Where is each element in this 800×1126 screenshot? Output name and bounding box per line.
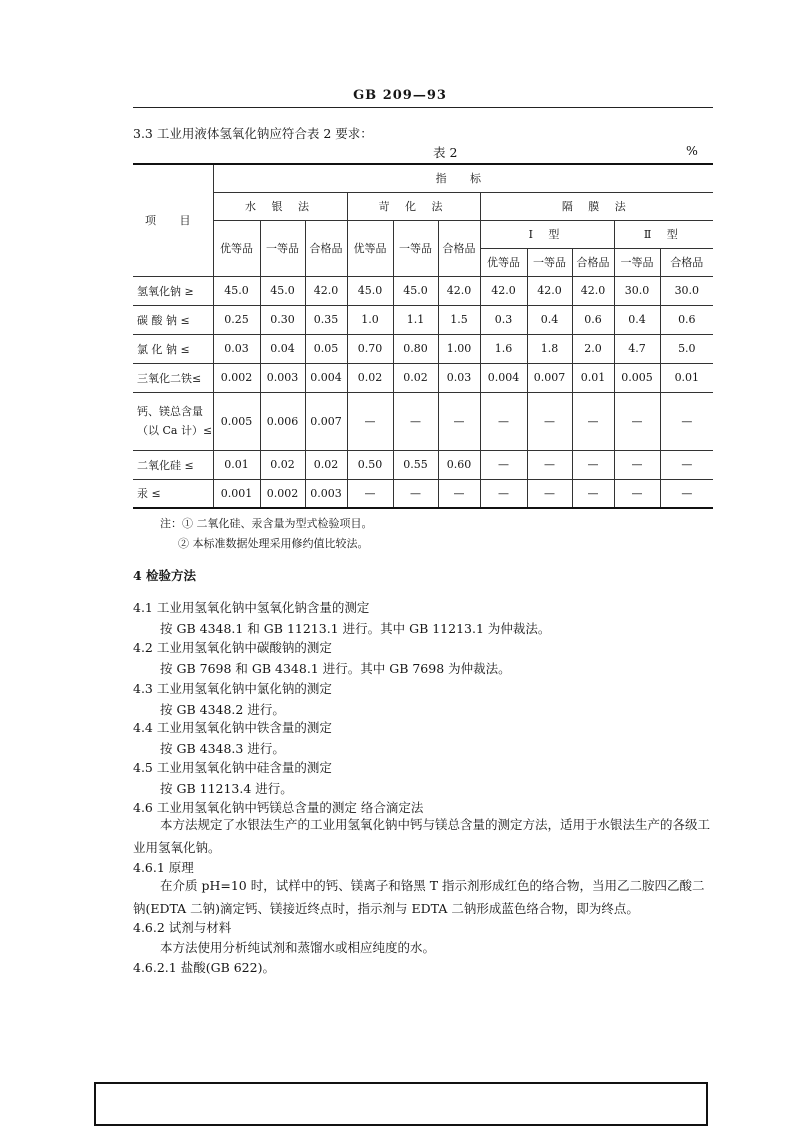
- table-cell: —: [614, 450, 660, 479]
- note-2: ② 本标准数据处理采用修约值比较法。: [178, 537, 369, 550]
- grade-first: 一等品: [614, 248, 660, 276]
- table-cell: 0.6: [572, 305, 614, 334]
- table-cell: —: [393, 392, 438, 450]
- table-cell: 1.6: [480, 334, 527, 363]
- table-cell: 0.007: [305, 392, 347, 450]
- row-label-line1: 钙、镁总含量: [137, 405, 203, 418]
- section-4-2-title: 4.2 工业用氢氧化钠中碳酸钠的测定: [133, 640, 332, 655]
- header-rule: [133, 107, 713, 108]
- table-cell: 0.60: [438, 450, 480, 479]
- diaphragm-type-1: Ⅰ 型: [480, 220, 614, 248]
- note-1: 注：① 二氧化硅、汞含量为型式检验项目。: [160, 517, 373, 530]
- table-cell: 0.6: [660, 305, 713, 334]
- table-cell: —: [527, 392, 572, 450]
- table-cell: 1.0: [347, 305, 393, 334]
- table-cell: 0.04: [260, 334, 305, 363]
- table-cell: 0.02: [305, 450, 347, 479]
- table-cell: 0.02: [260, 450, 305, 479]
- table-cell: 0.01: [660, 363, 713, 392]
- section-4-6-2-title: 4.6.2 试剂与材料: [133, 920, 232, 935]
- table-cell: 45.0: [347, 276, 393, 305]
- table-cell: —: [660, 392, 713, 450]
- table-cell: —: [347, 479, 393, 508]
- page-header-title: GB 209—93: [353, 88, 447, 103]
- section-4-6-title: 4.6 工业用氢氧化钠中钙镁总含量的测定 络合滴定法: [133, 800, 424, 815]
- table-cell: 0.55: [393, 450, 438, 479]
- row-label: 三氧化二铁≤: [133, 363, 213, 392]
- table-cell: —: [614, 392, 660, 450]
- grade-qualified: 合格品: [572, 248, 614, 276]
- table-cell: 0.005: [614, 363, 660, 392]
- grade-qualified: 合格品: [305, 220, 347, 276]
- table-cell: —: [480, 479, 527, 508]
- section-4-title: 4 检验方法: [133, 568, 197, 583]
- row-label-line2: （以 Ca 计）≤: [137, 424, 213, 437]
- table-cell: —: [438, 479, 480, 508]
- row-label: 二氧化硅 ≤: [133, 450, 213, 479]
- table-cell: 0.4: [527, 305, 572, 334]
- table-cell: 42.0: [572, 276, 614, 305]
- table-cell: —: [572, 392, 614, 450]
- table-cell: 0.3: [480, 305, 527, 334]
- indicator-header: 指 标: [213, 164, 713, 192]
- table-cell: 45.0: [393, 276, 438, 305]
- table-cell: 0.002: [260, 479, 305, 508]
- item-header: 项 目: [133, 164, 213, 276]
- table-cell: 42.0: [480, 276, 527, 305]
- table-cell: 0.003: [260, 363, 305, 392]
- table-cell: —: [527, 479, 572, 508]
- table-cell: 0.02: [393, 363, 438, 392]
- section-4-4-title: 4.4 工业用氢氧化钠中铁含量的测定: [133, 720, 332, 735]
- table-cell: 2.0: [572, 334, 614, 363]
- table-cell: 0.4: [614, 305, 660, 334]
- section-4-6-2-body: 本方法使用分析纯试剂和蒸馏水或相应纯度的水。: [160, 940, 436, 955]
- table-unit: %: [686, 143, 698, 158]
- table-cell: 1.1: [393, 305, 438, 334]
- section-4-5-body: 按 GB 11213.4 进行。: [160, 781, 293, 796]
- table-cell: 45.0: [213, 276, 260, 305]
- section-4-3-body: 按 GB 4348.2 进行。: [160, 702, 285, 717]
- section-4-6-2-1: 4.6.2.1 盐酸(GB 622)。: [133, 960, 275, 975]
- row-label: 碳 酸 钠 ≤: [133, 305, 213, 334]
- table-caption: 表 2: [433, 145, 458, 160]
- row-label: [133, 392, 213, 450]
- table-cell: 0.02: [347, 363, 393, 392]
- section-4-1-body: 按 GB 4348.1 和 GB 11213.1 进行。其中 GB 11213.1 为仲裁法。: [160, 621, 551, 636]
- grade-superior: 优等品: [347, 220, 393, 276]
- table-cell: 0.004: [480, 363, 527, 392]
- table-cell: 30.0: [614, 276, 660, 305]
- grade-superior: 优等品: [213, 220, 260, 276]
- table-cell: —: [393, 479, 438, 508]
- table-cell: 4.7: [614, 334, 660, 363]
- section-4-6-body: 本方法规定了水银法生产的工业用氢氧化钠中钙与镁总含量的测定方法，适用于水银法生产的各级工业用氢氧化钠。: [133, 817, 711, 855]
- grade-first: 一等品: [527, 248, 572, 276]
- table-cell: 5.0: [660, 334, 713, 363]
- table-cell: 0.007: [527, 363, 572, 392]
- table-cell: 1.8: [527, 334, 572, 363]
- table-cell: 0.03: [213, 334, 260, 363]
- table-cell: 0.005: [213, 392, 260, 450]
- section-4-3-title: 4.3 工业用氢氧化钠中氯化钠的测定: [133, 681, 332, 696]
- section-4-1-title: 4.1 工业用氢氧化钠中氢氧化钠含量的测定: [133, 600, 370, 615]
- grade-superior: 优等品: [480, 248, 527, 276]
- table-cell: 1.5: [438, 305, 480, 334]
- table-cell: 45.0: [260, 276, 305, 305]
- section-4-5-title: 4.5 工业用氢氧化钠中硅含量的测定: [133, 760, 332, 775]
- table-row: [133, 479, 713, 508]
- table-cell: 42.0: [527, 276, 572, 305]
- table-cell: —: [572, 479, 614, 508]
- grade-qualified: 合格品: [438, 220, 480, 276]
- table-cell: 0.70: [347, 334, 393, 363]
- table-cell: —: [660, 450, 713, 479]
- table-cell: 42.0: [305, 276, 347, 305]
- table-cell: 0.50: [347, 450, 393, 479]
- table-cell: 0.002: [213, 363, 260, 392]
- table-row: [133, 363, 713, 392]
- grade-first: 一等品: [260, 220, 305, 276]
- grade-first: 一等品: [393, 220, 438, 276]
- bottom-frame: [94, 1082, 708, 1126]
- table-cell: 0.30: [260, 305, 305, 334]
- section-3-3: 3.3 工业用液体氢氧化钠应符合表 2 要求：: [133, 126, 373, 141]
- table-cell: 0.25: [213, 305, 260, 334]
- table-cell: 0.80: [393, 334, 438, 363]
- table-cell: 42.0: [438, 276, 480, 305]
- table-row: [133, 276, 713, 305]
- table-cell: 0.006: [260, 392, 305, 450]
- table-row: [133, 334, 713, 363]
- table-cell: 0.35: [305, 305, 347, 334]
- section-4-4-body: 按 GB 4348.3 进行。: [160, 741, 285, 756]
- table-cell: 0.01: [213, 450, 260, 479]
- table-cell: —: [480, 450, 527, 479]
- table-cell: 0.001: [213, 479, 260, 508]
- table-cell: 0.01: [572, 363, 614, 392]
- grade-qualified: 合格品: [660, 248, 713, 276]
- row-label: 氢氧化钠 ≥: [133, 276, 213, 305]
- section-4-6-1-body: 在介质 pH=10 时，试样中的钙、镁离子和铬黑 T 指示剂形成红色的络合物，当用乙二胺四乙酸二钠(EDTA 二钠)滴定钙、镁接近终点时，指示剂与 EDTA 二钠形成蓝色络合物，即为终点。: [133, 878, 705, 916]
- table-cell: —: [527, 450, 572, 479]
- table-cell: —: [438, 392, 480, 450]
- table-row: [133, 450, 713, 479]
- table-cell: —: [614, 479, 660, 508]
- spec-table: [133, 163, 713, 509]
- table-cell: —: [480, 392, 527, 450]
- table-cell: 0.004: [305, 363, 347, 392]
- diaphragm-type-2: Ⅱ 型: [614, 220, 713, 248]
- table-row: [133, 392, 713, 450]
- row-label: 氯 化 钠 ≤: [133, 334, 213, 363]
- table-cell: 0.05: [305, 334, 347, 363]
- table-cell: 30.0: [660, 276, 713, 305]
- table-cell: 0.03: [438, 363, 480, 392]
- section-4-6-1-title: 4.6.1 原理: [133, 860, 194, 875]
- table-cell: —: [572, 450, 614, 479]
- row-label: 汞 ≤: [133, 479, 213, 508]
- table-cell: —: [347, 392, 393, 450]
- method-caustic: 苛 化 法: [347, 192, 480, 220]
- table-row: [133, 305, 713, 334]
- method-diaphragm: 隔 膜 法: [480, 192, 713, 220]
- method-mercury: 水 银 法: [213, 192, 347, 220]
- table-cell: —: [660, 479, 713, 508]
- table-cell: 0.003: [305, 479, 347, 508]
- section-4-2-body: 按 GB 7698 和 GB 4348.1 进行。其中 GB 7698 为仲裁法。: [160, 661, 511, 676]
- table-cell: 1.00: [438, 334, 480, 363]
